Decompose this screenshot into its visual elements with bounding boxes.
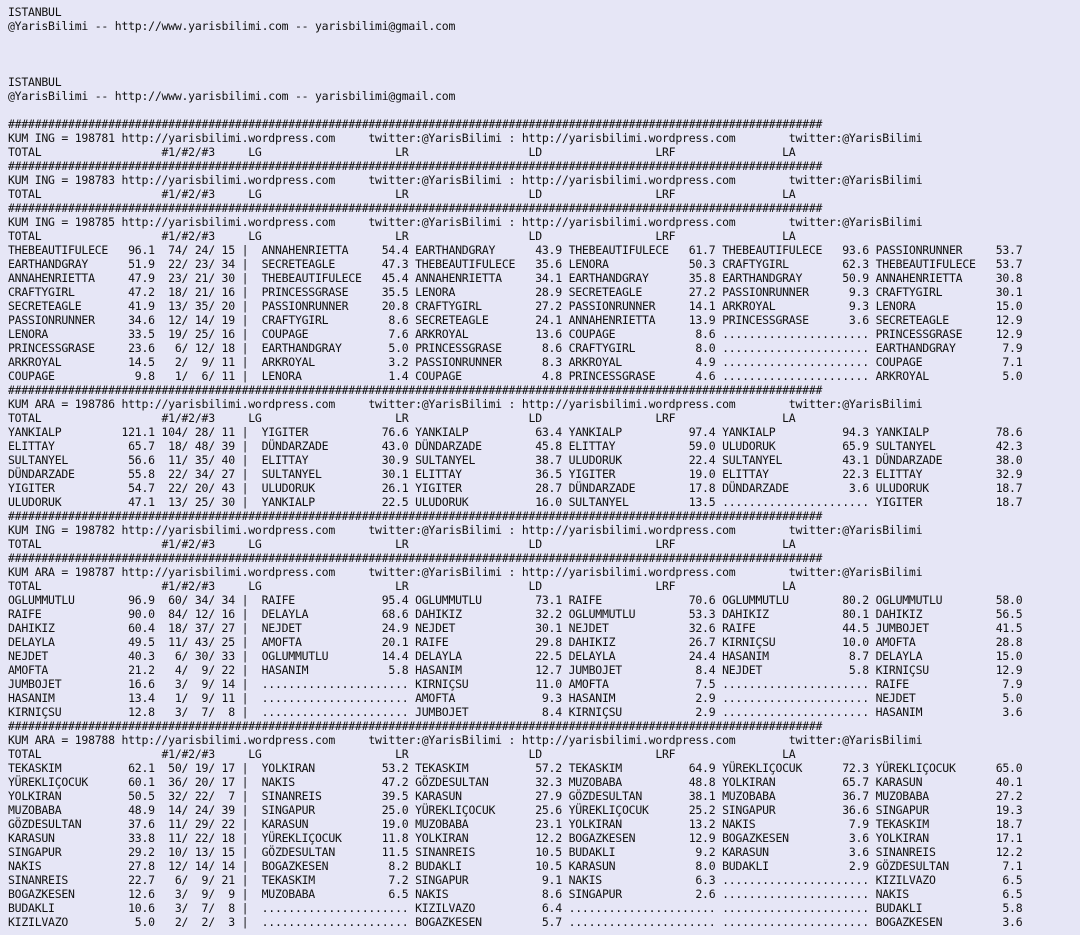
report-line: NEJDET 40.3 6/ 30/ 33 | OGLUMMUTLU 14.4 DELAYLA 22.5 DELAYLA 24.4 HASANIM 8.7 DELAYLA 15.0 [8, 649, 1023, 663]
report-line: @YarisBilimi -- http://www.yarisbilimi.com -- yarisbilimi@gmail.com [8, 19, 456, 33]
report-line: PASSIONRUNNER 34.6 12/ 14/ 19 | CRAFTYGIRL 8.6 SECRETEAGLE 24.1 ANNAHENRIETTA 13.9 PRINCESSGRASE 3.6 SECRETEAGLE 12.9 [8, 313, 1023, 327]
report-line: ########################################################################################################################## [8, 509, 823, 523]
report-line: ARKROYAL 14.5 2/ 9/ 11 | ARKROYAL 3.2 PASSIONRUNNER 8.3 ARKROYAL 4.9 ...................... COUPAGE 7.1 [8, 355, 1023, 369]
report-line [8, 33, 1080, 47]
report-line [8, 103, 1080, 117]
report-line: KUM ING = 198783 http://yarisbilimi.wordpress.com twitter:@YarisBilimi : http://yarisbilimi.wordpress.com twitter:@YarisBilimi [8, 173, 923, 187]
report-line: ISTANBUL [8, 5, 62, 19]
report-line: ELITTAY 65.7 18/ 48/ 39 | DÜNDARZADE 43.0 DÜNDARZADE 45.8 ELITTAY 59.0 ULUDORUK 65.9 SULTANYEL 42.3 [8, 439, 1023, 453]
report-line: ########################################################################################################################## [8, 551, 823, 565]
report-line: @YarisBilimi -- http://www.yarisbilimi.com -- yarisbilimi@gmail.com [8, 89, 456, 103]
report-line: YANKIALP 121.1 104/ 28/ 11 | YIGITER 76.6 YANKIALP 63.4 YANKIALP 97.4 YANKIALP 94.3 YANKIALP 78.6 [8, 425, 1023, 439]
report-line: KUM ING = 198782 http://yarisbilimi.wordpress.com twitter:@YarisBilimi : http://yarisbilimi.wordpress.com twitter:@YarisBilimi [8, 523, 923, 537]
report-line: TEKASKIM 62.1 50/ 19/ 17 | YOLKIRAN 53.2 TEKASKIM 57.2 TEKASKIM 64.9 YÜREKLIÇOCUK 72.3 YÜREKLIÇOCUK 65.0 [8, 761, 1023, 775]
report-line: TOTAL #1/#2/#3 LG LR LD LRF LA [8, 747, 796, 761]
report-line: RAIFE 90.0 84/ 12/ 16 | DELAYLA 68.6 DAHIKIZ 32.2 OGLUMMUTLU 53.3 DAHIKIZ 80.1 DAHIKIZ 56.5 [8, 607, 1023, 621]
report-line: TOTAL #1/#2/#3 LG LR LD LRF LA [8, 579, 796, 593]
report-line: DAHIKIZ 60.4 18/ 37/ 27 | NEJDET 24.9 NEJDET 30.1 NEJDET 32.6 RAIFE 44.5 JUMBOJET 41.5 [8, 621, 1023, 635]
report-line: TOTAL #1/#2/#3 LG LR LD LRF LA [8, 187, 796, 201]
report-line: ########################################################################################################################## [8, 719, 823, 733]
report-line: SULTANYEL 56.6 11/ 35/ 40 | ELITTAY 30.9 SULTANYEL 38.7 ULUDORUK 22.4 SULTANYEL 43.1 DÜNDARZADE 38.0 [8, 453, 1023, 467]
report-line: KUM ING = 198781 http://yarisbilimi.wordpress.com twitter:@YarisBilimi : http://yarisbilimi.wordpress.com twitter:@YarisBilimi [8, 131, 923, 145]
report-line [8, 47, 1080, 61]
report-line: DELAYLA 49.5 11/ 43/ 25 | AMOFTA 20.1 RAIFE 29.8 DAHIKIZ 26.7 KIRNIÇSU 10.0 AMOFTA 28.8 [8, 635, 1023, 649]
report-line: LENORA 33.5 19/ 25/ 16 | COUPAGE 7.6 ARKROYAL 13.6 COUPAGE 8.6 ...................... PRINCESSGRASE 12.9 [8, 327, 1023, 341]
report-line: AMOFTA 21.2 4/ 9/ 22 | HASANIM 5.8 HASANIM 12.7 JUMBOJET 8.4 NEJDET 5.8 KIRNIÇSU 12.9 [8, 663, 1023, 677]
report-line: CRAFTYGIRL 47.2 18/ 21/ 16 | PRINCESSGRASE 35.5 LENORA 28.9 SECRETEAGLE 27.2 PASSIONRUNNER 9.3 CRAFTYGIRL 30.1 [8, 285, 1023, 299]
report-line: ULUDORUK 47.1 13/ 25/ 30 | YANKIALP 22.5 ULUDORUK 16.0 SULTANYEL 13.5 ...................... YIGITER 18.7 [8, 495, 1023, 509]
report-line: BUDAKLI 10.6 3/ 7/ 8 | ...................... KIZILVAZO 6.4 ...................... ...................... BUDAKLI 5.8 [8, 901, 1023, 915]
report-line: TOTAL #1/#2/#3 LG LR LD LRF LA [8, 145, 796, 159]
report-line: ########################################################################################################################## [8, 383, 823, 397]
report-line: COUPAGE 9.8 1/ 6/ 11 | LENORA 1.4 COUPAGE 4.8 PRINCESSGRASE 4.6 ...................... ARKROYAL 5.0 [8, 369, 1023, 383]
report-line [8, 61, 1080, 75]
report-line: YÜREKLIÇOCUK 60.1 36/ 20/ 17 | NAKIS 47.2 GÖZDESULTAN 32.3 MUZOBABA 48.8 YOLKIRAN 65.7 KARASUN 40.1 [8, 775, 1023, 789]
report-line: TOTAL #1/#2/#3 LG LR LD LRF LA [8, 411, 796, 425]
report-line: JUMBOJET 16.6 3/ 9/ 14 | ...................... KIRNIÇSU 11.0 AMOFTA 7.5 ...................... RAIFE 7.9 [8, 677, 1023, 691]
report-line: HASANIM 13.4 1/ 9/ 11 | ...................... AMOFTA 9.3 HASANIM 2.9 ...................... NEJDET 5.0 [8, 691, 1023, 705]
report-line: NAKIS 27.8 12/ 14/ 14 | BOGAZKESEN 8.2 BUDAKLI 10.5 KARASUN 8.0 BUDAKLI 2.9 GÖZDESULTAN 7.1 [8, 859, 1023, 873]
report-line: ########################################################################################################################## [8, 117, 823, 131]
report-line: KUM ARA = 198786 http://yarisbilimi.wordpress.com twitter:@YarisBilimi : http://yarisbilimi.wordpress.com twitter:@YarisBilimi [8, 397, 923, 411]
report-line: ########################################################################################################################## [8, 201, 823, 215]
report-line: KUM ARA = 198787 http://yarisbilimi.wordpress.com twitter:@YarisBilimi : http://yarisbilimi.wordpress.com twitter:@YarisBilimi [8, 565, 923, 579]
report-line: MUZOBABA 48.9 14/ 24/ 39 | SINGAPUR 25.0 YÜREKLIÇOCUK 25.6 YÜREKLIÇOCUK 25.2 SINGAPUR 36.6 SINGAPUR 19.3 [8, 803, 1023, 817]
report-line: KIRNIÇSU 12.8 3/ 7/ 8 | ...................... JUMBOJET 8.4 KIRNIÇSU 2.9 ...................... HASANIM 3.6 [8, 705, 1023, 719]
report-line: YIGITER 54.7 22/ 20/ 43 | ULUDORUK 26.1 YIGITER 28.7 DÜNDARZADE 17.8 DÜNDARZADE 3.6 ULUDORUK 18.7 [8, 481, 1023, 495]
report-line: EARTHANDGRAY 51.9 22/ 23/ 34 | SECRETEAGLE 47.3 THEBEAUTIFULECE 35.6 LENORA 50.3 CRAFTYGIRL 62.3 THEBEAUTIFULECE 53.7 [8, 257, 1023, 271]
report-line: SECRETEAGLE 41.9 13/ 35/ 20 | PASSIONRUNNER 20.8 CRAFTYGIRL 27.2 PASSIONRUNNER 14.1 ARKROYAL 9.3 LENORA 15.0 [8, 299, 1023, 313]
report-line: KARASUN 33.8 11/ 22/ 18 | YÜREKLIÇOCUK 11.8 YOLKIRAN 12.2 BOGAZKESEN 12.9 BOGAZKESEN 3.6 YOLKIRAN 17.1 [8, 831, 1023, 845]
report-line: YOLKIRAN 50.5 32/ 22/ 7 | SINANREIS 39.5 KARASUN 27.9 GÖZDESULTAN 38.1 MUZOBABA 36.7 MUZOBABA 27.2 [8, 789, 1023, 803]
report-line: GÖZDESULTAN 37.6 11/ 29/ 22 | KARASUN 19.0 MUZOBABA 23.1 YOLKIRAN 13.2 NAKIS 7.9 TEKASKIM 18.7 [8, 817, 1023, 831]
report-line: ########################################################################################################################## [8, 159, 823, 173]
report-line: TOTAL #1/#2/#3 LG LR LD LRF LA [8, 229, 796, 243]
report-line: THEBEAUTIFULECE 96.1 74/ 24/ 15 | ANNAHENRIETTA 54.4 EARTHANDGRAY 43.9 THEBEAUTIFULECE 61.7 THEBEAUTIFULECE 93.6 PASSIONRUNNER 53.7 [8, 243, 1023, 257]
report-line: PRINCESSGRASE 23.6 6/ 12/ 18 | EARTHANDGRAY 5.0 PRINCESSGRASE 8.6 CRAFTYGIRL 8.0 ...................... EARTHANDGRAY 7.9 [8, 341, 1023, 355]
report-line: SINGAPUR 29.2 10/ 13/ 15 | GÖZDESULTAN 11.5 SINANREIS 10.5 BUDAKLI 9.2 KARASUN 3.6 SINANREIS 12.2 [8, 845, 1023, 859]
race-report-text [8, 5, 1080, 929]
report-line: ISTANBUL [8, 75, 62, 89]
report-line: KUM ING = 198785 http://yarisbilimi.wordpress.com twitter:@YarisBilimi : http://yarisbilimi.wordpress.com twitter:@YarisBilimi [8, 215, 923, 229]
report-line: KUM ARA = 198788 http://yarisbilimi.wordpress.com twitter:@YarisBilimi : http://yarisbilimi.wordpress.com twitter:@YarisBilimi [8, 733, 923, 747]
report-line: OGLUMMUTLU 96.9 60/ 34/ 34 | RAIFE 95.4 OGLUMMUTLU 73.1 RAIFE 70.6 OGLUMMUTLU 80.2 OGLUMMUTLU 58.0 [8, 593, 1023, 607]
report-line: SINANREIS 22.7 6/ 9/ 21 | TEKASKIM 7.2 SINGAPUR 9.1 NAKIS 6.3 ...................... KIZILVAZO 6.5 [8, 873, 1023, 887]
report-line: KIZILVAZO 5.0 2/ 2/ 3 | ...................... BOGAZKESEN 5.7 ...................... ...................... BOGAZKESEN 3.6 [8, 915, 1023, 929]
report-line: DÜNDARZADE 55.8 22/ 34/ 27 | SULTANYEL 30.1 ELITTAY 36.5 YIGITER 19.0 ELITTAY 22.3 ELITTAY 32.9 [8, 467, 1023, 481]
report-line: BOGAZKESEN 12.6 3/ 9/ 9 | MUZOBABA 6.5 NAKIS 8.6 SINGAPUR 2.6 ...................... NAKIS 6.5 [8, 887, 1023, 901]
report-line: ANNAHENRIETTA 47.9 23/ 21/ 30 | THEBEAUTIFULECE 45.4 ANNAHENRIETTA 34.1 EARTHANDGRAY 35.8 EARTHANDGRAY 50.9 ANNAHENRIETTA 30.8 [8, 271, 1023, 285]
report-line: TOTAL #1/#2/#3 LG LR LD LRF LA [8, 537, 796, 551]
